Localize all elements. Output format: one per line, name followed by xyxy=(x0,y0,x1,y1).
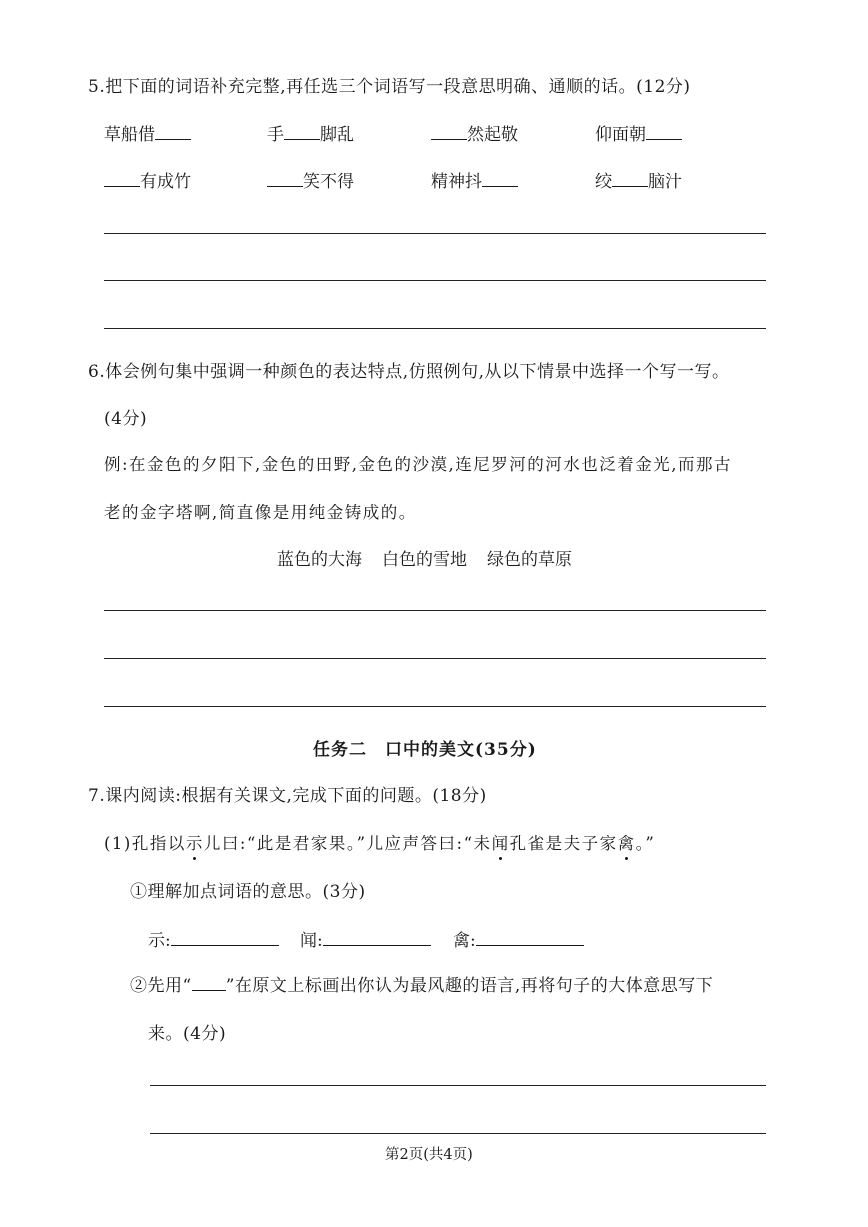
passage-text: 孔雀是夫子家 xyxy=(509,834,618,853)
passage-text: 。” xyxy=(635,834,656,853)
word-text: 脚乱 xyxy=(320,125,354,145)
q6-score: (4分) xyxy=(104,409,148,429)
word-text: 手 xyxy=(267,125,284,145)
q5-answer-line[interactable] xyxy=(104,328,766,329)
word-text: 笑不得 xyxy=(303,172,354,192)
page-number: 第2页(共4页) xyxy=(385,1147,473,1163)
mark-symbol-blank xyxy=(192,976,226,991)
q7-fill-2 xyxy=(300,926,431,951)
word-blank[interactable] xyxy=(482,172,518,187)
dotted-word: 闻 xyxy=(491,834,510,853)
fill-label: 闻: xyxy=(300,931,323,951)
sub2-text: ②先用“ xyxy=(130,976,192,996)
q6-answer-line[interactable] xyxy=(104,610,766,611)
word-text: 绞 xyxy=(595,172,612,192)
q5-word-5 xyxy=(104,167,191,192)
word-blank[interactable] xyxy=(431,125,467,140)
q5-word-8 xyxy=(595,167,682,192)
fill-answer-line[interactable] xyxy=(171,931,279,946)
q6-example-line-1: 例:在金色的夕阳下,金色的田野,金色的沙漠,连尼罗河的河水也泛着金光,而那古 xyxy=(104,455,733,474)
word-text: 脑汁 xyxy=(648,172,682,192)
q7-stem: 7.课内阅读:根据有关课文,完成下面的问题。(18分) xyxy=(88,786,487,806)
q7-fill-1 xyxy=(148,926,279,951)
word-blank[interactable] xyxy=(104,172,140,187)
fill-answer-line[interactable] xyxy=(476,931,584,946)
q6-answer-line[interactable] xyxy=(104,658,766,659)
section-title: 任务二 口中的美文(35分) xyxy=(313,740,537,760)
q5-stem: 5.把下面的词语补充完整,再任选三个词语写一段意思明确、通顺的话。(12分) xyxy=(88,77,691,97)
scene-option: 白色的雪地 xyxy=(382,550,467,570)
fill-label: 禽: xyxy=(453,931,476,951)
q5-word-6 xyxy=(267,167,354,192)
word-text: 仰面朝 xyxy=(595,125,646,145)
scene-option: 蓝色的大海 xyxy=(277,550,362,570)
word-blank[interactable] xyxy=(612,172,648,187)
q7-sub2 xyxy=(130,971,713,996)
q5-word-2 xyxy=(267,120,354,145)
passage-text: 儿曰:“此是君家果。”儿应声答曰:“未 xyxy=(203,834,492,853)
fill-label: 示: xyxy=(148,931,171,951)
q7-answer-line[interactable] xyxy=(150,1133,766,1134)
q7-passage xyxy=(104,830,655,854)
q7-answer-line[interactable] xyxy=(150,1085,766,1086)
q5-word-1 xyxy=(104,120,191,145)
word-blank[interactable] xyxy=(646,125,682,140)
word-text: 精神抖 xyxy=(431,172,482,192)
q5-word-3 xyxy=(431,120,518,145)
dotted-word: 禽 xyxy=(617,834,636,853)
q6-stem: 6.体会例句集中强调一种颜色的表达特点,仿照例句,从以下情景中选择一个写一写。 xyxy=(88,362,730,382)
word-text: 然起敬 xyxy=(467,125,518,145)
q7-sub1: ①理解加点词语的意思。(3分) xyxy=(130,882,366,902)
dotted-word: 示 xyxy=(185,834,204,853)
q5-word-7 xyxy=(431,167,518,192)
q5-word-4 xyxy=(595,120,682,145)
passage-text: (1)孔指以 xyxy=(104,834,186,853)
word-text: 有成竹 xyxy=(140,172,191,192)
word-blank[interactable] xyxy=(155,125,191,140)
q5-answer-line[interactable] xyxy=(104,233,766,234)
q7-fill-3 xyxy=(453,926,584,951)
q6-example-line-2: 老的金字塔啊,简直像是用纯金铸成的。 xyxy=(104,503,417,522)
word-text: 草船借 xyxy=(104,125,155,145)
q6-answer-line[interactable] xyxy=(104,706,766,707)
q6-scene-list xyxy=(277,545,592,570)
word-blank[interactable] xyxy=(267,172,303,187)
sub2-text: ”在原文上标画出你认为最风趣的语言,再将句子的大体意思写下 xyxy=(225,976,714,996)
scene-option: 绿色的草原 xyxy=(487,550,572,570)
fill-answer-line[interactable] xyxy=(323,931,431,946)
q7-sub2-line2: 来。(4分) xyxy=(148,1024,227,1044)
word-blank[interactable] xyxy=(284,125,320,140)
q5-answer-line[interactable] xyxy=(104,280,766,281)
